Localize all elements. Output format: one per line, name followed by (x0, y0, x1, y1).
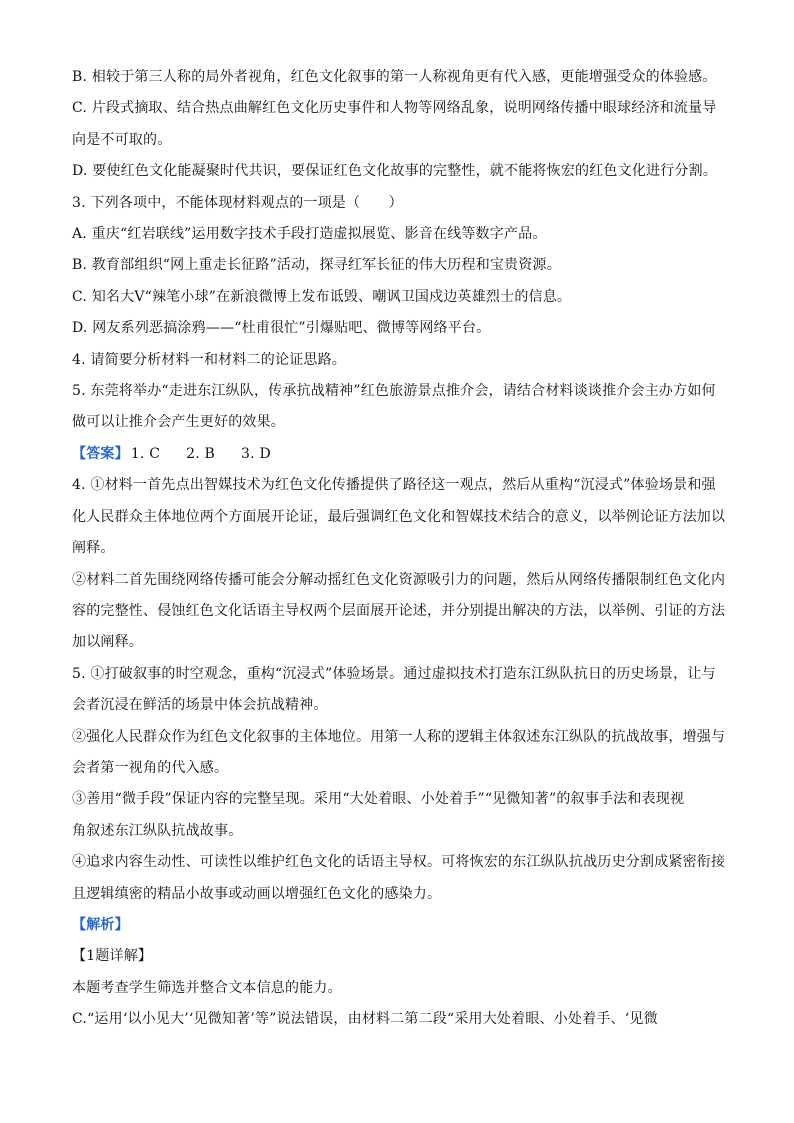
question-5-cont: 做可以让推介会产生更好的效果。 (72, 414, 285, 431)
answer-item: 1. C (130, 445, 161, 462)
option-d-line: D. 要使红色文化能凝聚时代共识，要保证红色文化故事的完整性，就不能将恢宏的红色文化进行分割。 (72, 163, 718, 180)
q1-detail-line: C.“运用‘以小见大’‘见微知著’等”说法错误，由材料二第二段“采用大处着眼、小处着手、‘见微 (72, 1011, 658, 1028)
answer-5-line: 且逻辑缜密的精品小故事或动画以增强红色文化的感染力。 (72, 885, 442, 902)
q3-option-a: A. 重庆“红岩联线”运用数字技术手段打造虚拟展览、影音在线等数字产品。 (72, 226, 547, 243)
answer-5-line: 会者第一视角的代入感。 (72, 759, 229, 776)
answer-4-line: 化人民群众主体地位两个方面展开论证，最后强调红色文化和智媒技术结合的意义，以举例论证方法加以 (72, 508, 726, 525)
question-3: 3. 下列各项中，不能体现材料观点的一项是（ ） (72, 194, 403, 211)
answer-5-line: ④追求内容生动性、可读性以维护红色文化的话语主导权。可将恢宏的东江纵队抗战历史分割成紧密衔接 (72, 854, 726, 871)
answer-label: 【答案】 (72, 445, 129, 462)
q3-option-b: B. 教育部组织“网上重走长征路”活动，探寻红军长征的伟大历程和宝贵资源。 (72, 257, 561, 274)
document-page (72, 62, 732, 1036)
answer-4-line: 阐释。 (72, 540, 115, 557)
answer-item: 2. B (186, 445, 216, 462)
answer-4-line: 加以阐释。 (72, 634, 143, 651)
answer-4-line: 容的完整性、侵蚀红色文化话语主导权两个层面展开论述，并分别提出解决的方法，以举例、引证的方法 (72, 602, 726, 619)
answer-item: 3. D (241, 445, 271, 462)
answer-5-line: 角叙述东江纵队抗战故事。 (72, 822, 243, 839)
question-4: 4. 请简要分析材料一和材料二的论证思路。 (72, 351, 347, 368)
answer-4-line: 4. ①材料一首先点出智媒技术为红色文化传播提供了路径这一观点，然后从重构“沉浸式”体验场景和强 (72, 477, 716, 494)
analysis-label: 【解析】 (72, 916, 129, 933)
question-5: 5. 东莞将举办“走进东江纵队，传承抗战精神”红色旅游景点推介会，请结合材料谈谈推介会主办方如何 (72, 383, 716, 400)
answer-5-line: ③善用“微手段”保证内容的完整呈现。采用“大处着眼、小处着手”“见微知著”的叙事手法和表现视 (72, 791, 685, 808)
answer-5-line: 会者沉浸在鲜活的场景中体会抗战精神。 (72, 697, 328, 714)
q3-option-d: D. 网友系列恶搞涂鸦——“杜甫很忙”引爆贴吧、微博等网络平台。 (72, 320, 491, 337)
answer-5-line: ②强化人民群众作为红色文化叙事的主体地位。用第一人称的逻辑主体叙述东江纵队的抗战故事，增强与 (72, 728, 726, 745)
q1-detail-heading: 【1题详解】 (72, 948, 153, 965)
q1-detail-line: 本题考查学生筛选并整合文本信息的能力。 (72, 979, 342, 996)
answer-row (72, 439, 732, 470)
answer-4-line: ②材料二首先围绕网络传播可能会分解动摇红色文化资源吸引力的问题，然后从网络传播限制红色文化内 (72, 571, 726, 588)
option-c-line: C. 片段式摘取、结合热点曲解红色文化历史事件和人物等网络乱象，说明网络传播中眼球经济和流量导 (72, 100, 717, 117)
answer-5-line: 5. ①打破叙事的时空观念，重构“沉浸式”体验场景。通过虚拟技术打造东江纵队抗日的历史场景，让与 (72, 665, 716, 682)
option-c-line-cont: 向是不可取的。 (72, 131, 172, 148)
q3-option-c: C. 知名大V“辣笔小球”在新浪微博上发布诋毁、嘲讽卫国戍边英雄烈士的信息。 (72, 288, 572, 305)
option-b-line: B. 相较于第三人称的局外者视角，红色文化叙事的第一人称视角更有代入感，更能增强受众的体验感。 (72, 69, 717, 85)
